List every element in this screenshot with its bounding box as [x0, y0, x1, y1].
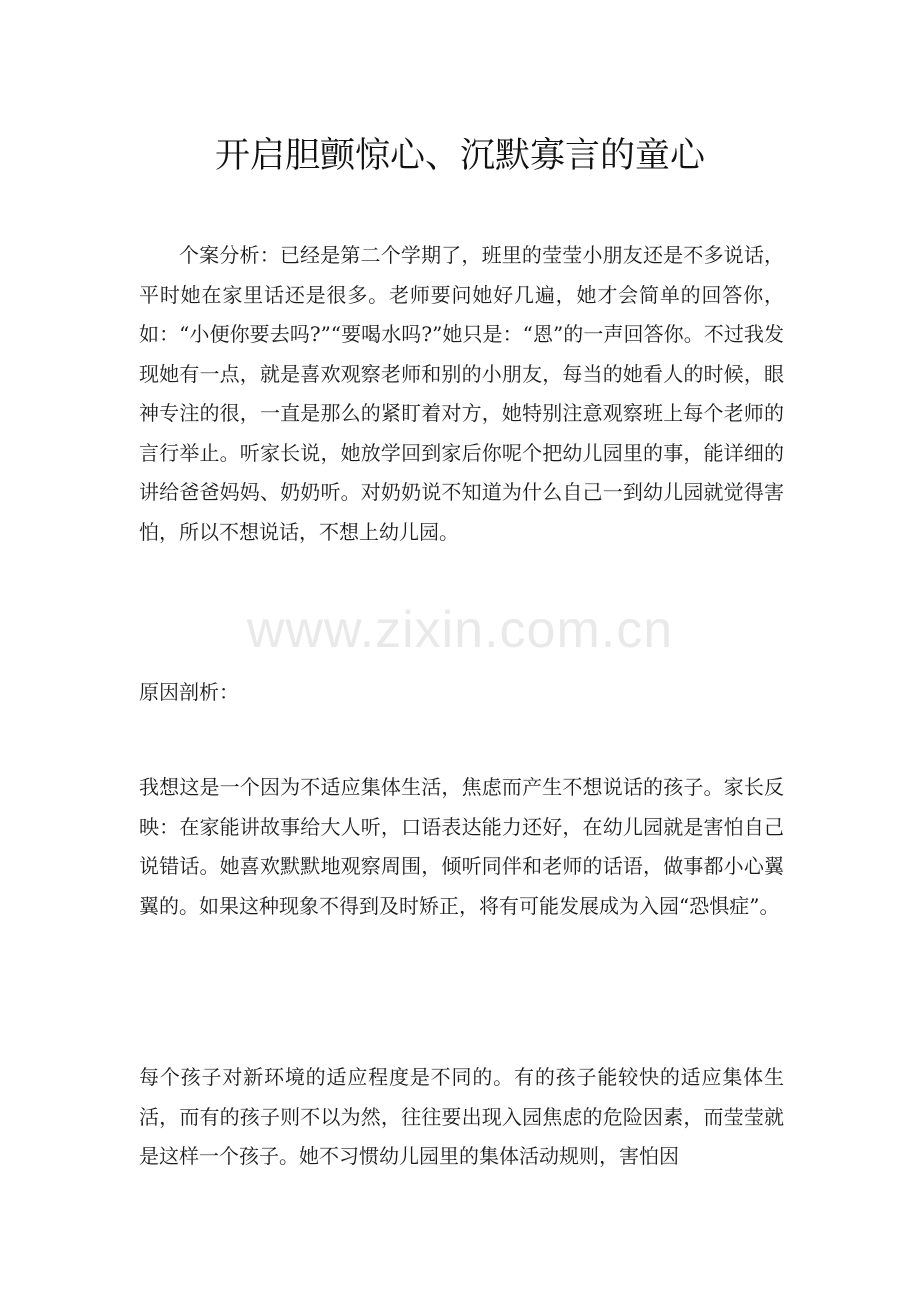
paragraph-cause-body: 我想这是一个因为不适应集体生活，焦虑而产生不想说话的孩子。家长反映：在家能讲故事给大人听，口语表达能力还好，在幼儿园就是害怕自己说错话。她喜欢默默地观察周围，倾听同伴和老师的话语，做事都小心翼翼的。如果这种现象不得到及时矫正，将有可能发展成为入园“恐惧症”。 [139, 775, 784, 918]
paragraph-case-analysis: 个案分析：已经是第二个学期了，班里的莹莹小朋友还是不多说话，平时她在家里话还是很多。老师要问她好几遍，她才会简单的回答你，如：“小便你要去吗?”“要喝水吗?”她只是：“恩”的一声回答你。不过我发现她有一点，就是喜欢观察老师和别的小朋友，每当的她看人的时候，眼神专注的很，一直是那么的紧盯着对方，她特别注意观察班上每个老师的言行举止。听家长说，她放学回到家后你呢个把幼儿园里的事，能详细的讲给爸爸妈妈、奶奶听。对奶奶说不知道为什么自己一到幼儿园就觉得害怕，所以不想说话，不想上幼儿园。 [139, 243, 784, 544]
document-title: 开启胆颤惊心、沉默寡言的童心 [214, 136, 705, 176]
watermark: www.zixin.com.cn [246, 601, 674, 659]
paragraph-adaptation: 每个孩子对新环境的适应程度是不同的。有的孩子能较快的适应集体生活，而有的孩子则不以为然，往往要出现入园焦虑的危险因素，而莹莹就是这样一个孩子。她不习惯幼儿园里的集体活动规则，害怕因 [139, 1065, 784, 1168]
paragraph-cause-heading: 原因剖析： [139, 680, 239, 704]
